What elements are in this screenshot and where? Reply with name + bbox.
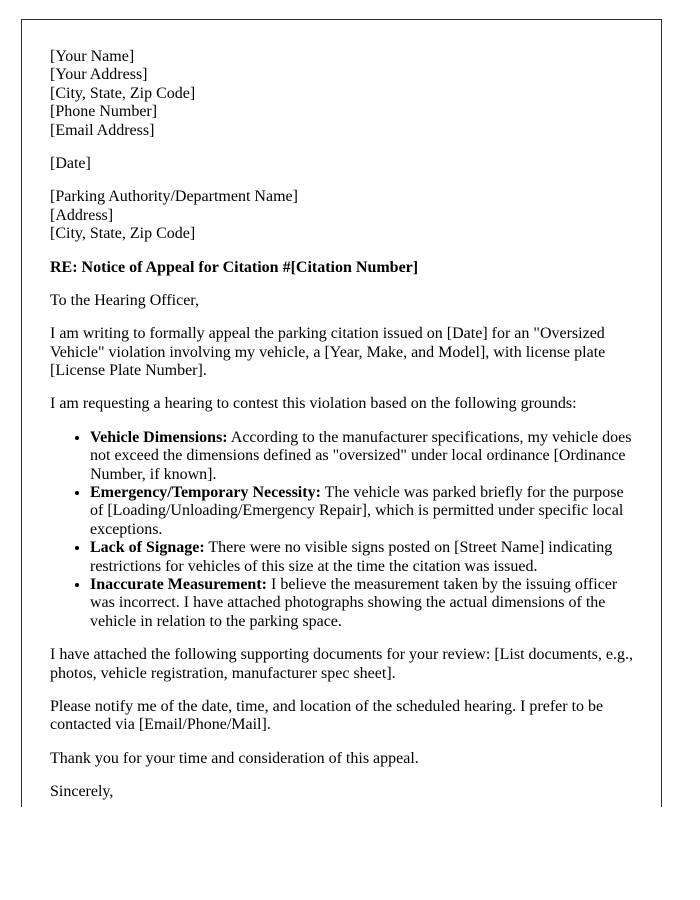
- paragraph-grounds: I am requesting a hearing to contest this violation based on the following grounds:: [50, 395, 577, 413]
- sender-line: [Email Address]: [50, 121, 155, 139]
- paragraph-intro: I am writing to formally appeal the parking citation issued on [Date] for an "Oversized Vehicle" violation involving my vehicle, a [Year, Make, and Model], with license plate [License Plate Number].: [50, 325, 606, 380]
- sender-line: [Your Name]: [50, 48, 135, 65]
- bullet-label: Emergency/Temporary Necessity:: [90, 484, 321, 502]
- paragraph-documents: I have attached the following supporting documents for your review: [List documents, e.g., photos, vehicle registration, manufacturer spec sheet].: [50, 646, 633, 682]
- grounds-list: [50, 429, 633, 631]
- recipient-line: [Address]: [50, 206, 114, 224]
- sender-line: [Phone Number]: [50, 103, 158, 121]
- bullet-text: The vehicle was parked briefly for the purpose of [Loading/Unloading/Emergency Repair], which is permitted under specific local exceptions.: [90, 484, 624, 538]
- bullet-text: There were no visible signs posted on [Street Name] indicating restrictions for vehicles of this size at the time the citation was issued.: [90, 539, 613, 575]
- bullet-label: Vehicle Dimensions:: [90, 428, 228, 446]
- letter-document: [21, 19, 662, 807]
- recipient-line: [City, State, Zip Code]: [50, 225, 196, 243]
- recipient-address-block: [50, 188, 633, 243]
- bullet-item: [90, 484, 633, 539]
- sign-off: Sincerely,: [50, 783, 114, 801]
- bullet-item: [90, 429, 633, 484]
- subject-line: [50, 259, 633, 277]
- sender-line: [City, State, Zip Code]: [50, 84, 196, 102]
- salutation: To the Hearing Officer,: [50, 291, 199, 309]
- sender-address-block: [50, 48, 633, 140]
- paragraph-hearing: Please notify me of the date, time, and location of the scheduled hearing. I prefer to be contacted via [Email/Phone/Mail].: [50, 697, 604, 734]
- paragraph-thanks: Thank you for your time and consideration of this appeal.: [50, 749, 419, 767]
- bullet-text: According to the manufacturer specifications, my vehicle does not exceed the dimensions defined as "oversized" under local ordinance [Ordinance Number, if known].: [90, 428, 632, 483]
- bullet-item: [90, 576, 633, 631]
- recipient-line: [Parking Authority/Department Name]: [50, 188, 298, 206]
- bullet-text: I believe the measurement taken by the issuing officer was incorrect. I have attached photographs showing the actual dimensions of the vehicle in relation to the parking space.: [90, 575, 618, 630]
- date-line: [Date]: [50, 154, 91, 172]
- sender-line: [Your Address]: [50, 66, 148, 84]
- bullet-label: Lack of Signage:: [90, 539, 205, 557]
- bullet-item: [90, 539, 633, 576]
- subject-text: RE: Notice of Appeal for Citation #[Citation Number]: [50, 258, 419, 276]
- bullet-label: Inaccurate Measurement:: [90, 575, 267, 593]
